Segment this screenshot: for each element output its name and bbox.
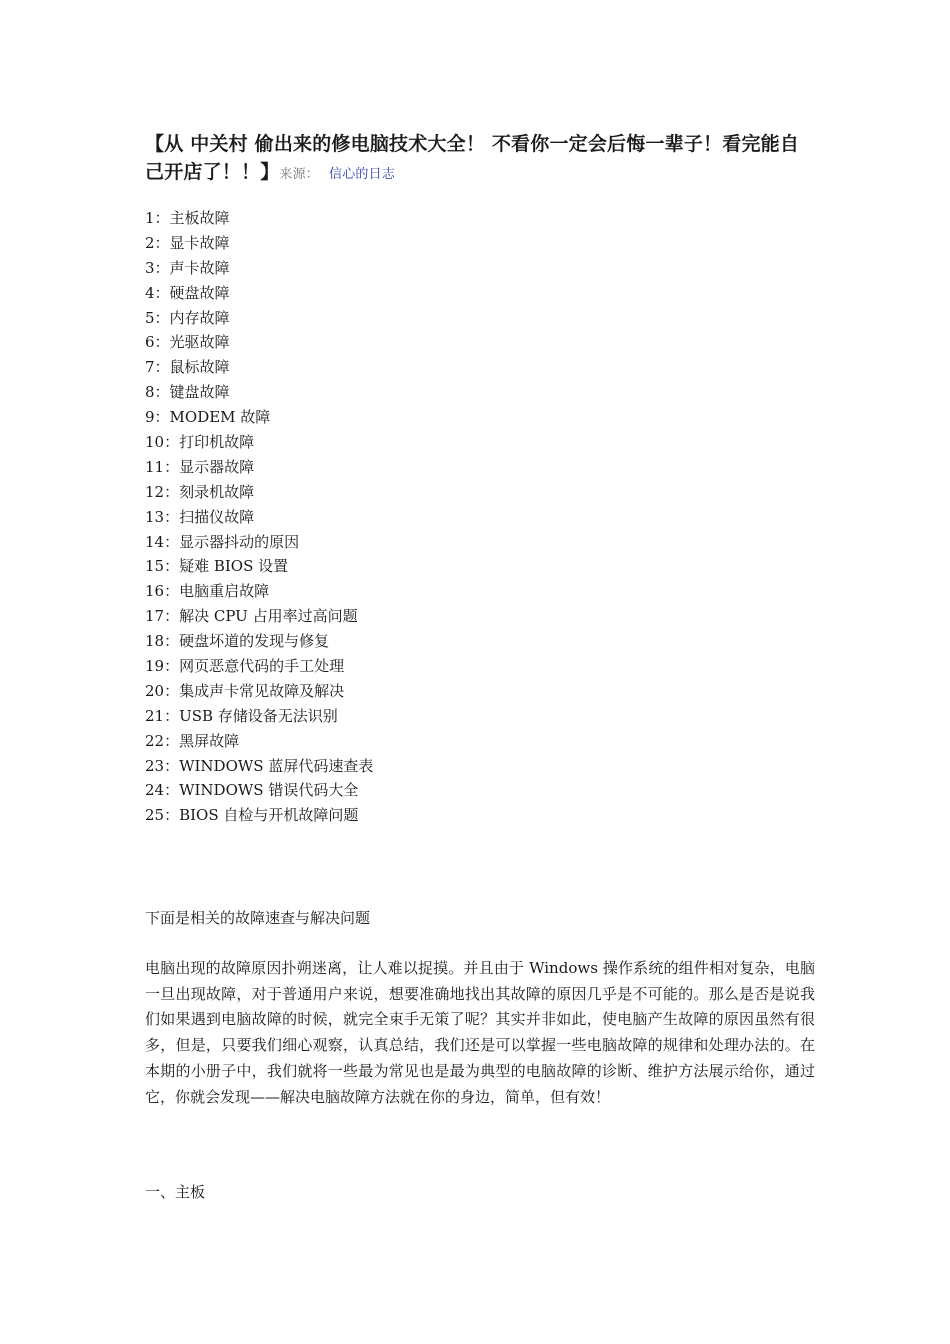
toc-item: 8：键盘故障 xyxy=(145,383,230,402)
toc-item: 2：显卡故障 xyxy=(145,233,230,252)
toc-item: 10：打印机故障 xyxy=(145,433,255,452)
toc-item: 13：扫描仪故障 xyxy=(145,507,255,526)
toc-item: 19：网页恶意代码的手工处理 xyxy=(145,657,345,676)
toc-item: 7：鼠标故障 xyxy=(145,358,230,377)
toc-item: 25：BIOS 自检与开机故障问题 xyxy=(145,806,359,825)
source-label: 来源： xyxy=(279,167,320,182)
intro-paragraph: 电脑出现的故障原因扑朔迷离，让人难以捉摸。并且由于 Windows 操作系统的组件相对复杂，电脑一旦出现故障，对于普通用户来说，想要准确地找出其故障的原因几乎是不可能的。那么是否是说我们如果遇到电脑故障的时候，就完全束手无策了呢？其实并非如此，使电脑产生故障的原因虽然有很多，但是，只要我们细心观察，认真总结，我们还是可以掌握一些电脑故障的规律和处理办法的。在本期的小册子中，我们就将一些最为常见也是最为典型的电脑故障的诊断、维护方法展示给你，通过它，你就会发现——解决电脑故障方法就在你的身边，简单，但有效！ xyxy=(145,959,815,1106)
toc-item: 1：主板故障 xyxy=(145,209,230,227)
section-heading: 一、主板 xyxy=(145,1183,206,1201)
toc-item: 16：电脑重启故障 xyxy=(145,582,270,601)
article-title-text: 【从 中关村 偷出来的修电脑技术大全！ 不看你一定会后悔一辈子！看完能自己开店了！！】 xyxy=(145,133,800,183)
table-of-contents xyxy=(145,206,373,828)
toc-item: 20：集成声卡常见故障及解决 xyxy=(145,681,345,700)
toc-item: 6：光驱故障 xyxy=(145,333,230,352)
toc-item: 4：硬盘故障 xyxy=(145,283,230,302)
toc-item: 21：USB 存储设备无法识别 xyxy=(145,706,338,725)
toc-item: 5：内存故障 xyxy=(145,308,230,327)
toc-item: 22：黑屏故障 xyxy=(145,731,240,750)
toc-item: 9：MODEM 故障 xyxy=(145,408,271,427)
toc-item: 18：硬盘坏道的发现与修复 xyxy=(145,632,330,651)
document-page xyxy=(145,130,815,1201)
toc-item: 12：刻录机故障 xyxy=(145,482,255,501)
article-title xyxy=(145,130,815,189)
source-link[interactable]: 信心的日志 xyxy=(329,167,396,182)
toc-item: 24：WINDOWS 错误代码大全 xyxy=(145,781,359,800)
toc-item: 14：显示器抖动的原因 xyxy=(145,532,300,551)
toc-item: 11：显示器故障 xyxy=(145,457,255,476)
toc-item: 3：声卡故障 xyxy=(145,258,230,277)
intro-heading: 下面是相关的故障速查与解决问题 xyxy=(145,909,371,927)
toc-item: 23：WINDOWS 蓝屏代码速查表 xyxy=(145,756,374,775)
toc-item: 15：疑难 BIOS 设置 xyxy=(145,557,289,576)
toc-item: 17：解决 CPU 占用率过高问题 xyxy=(145,607,358,626)
